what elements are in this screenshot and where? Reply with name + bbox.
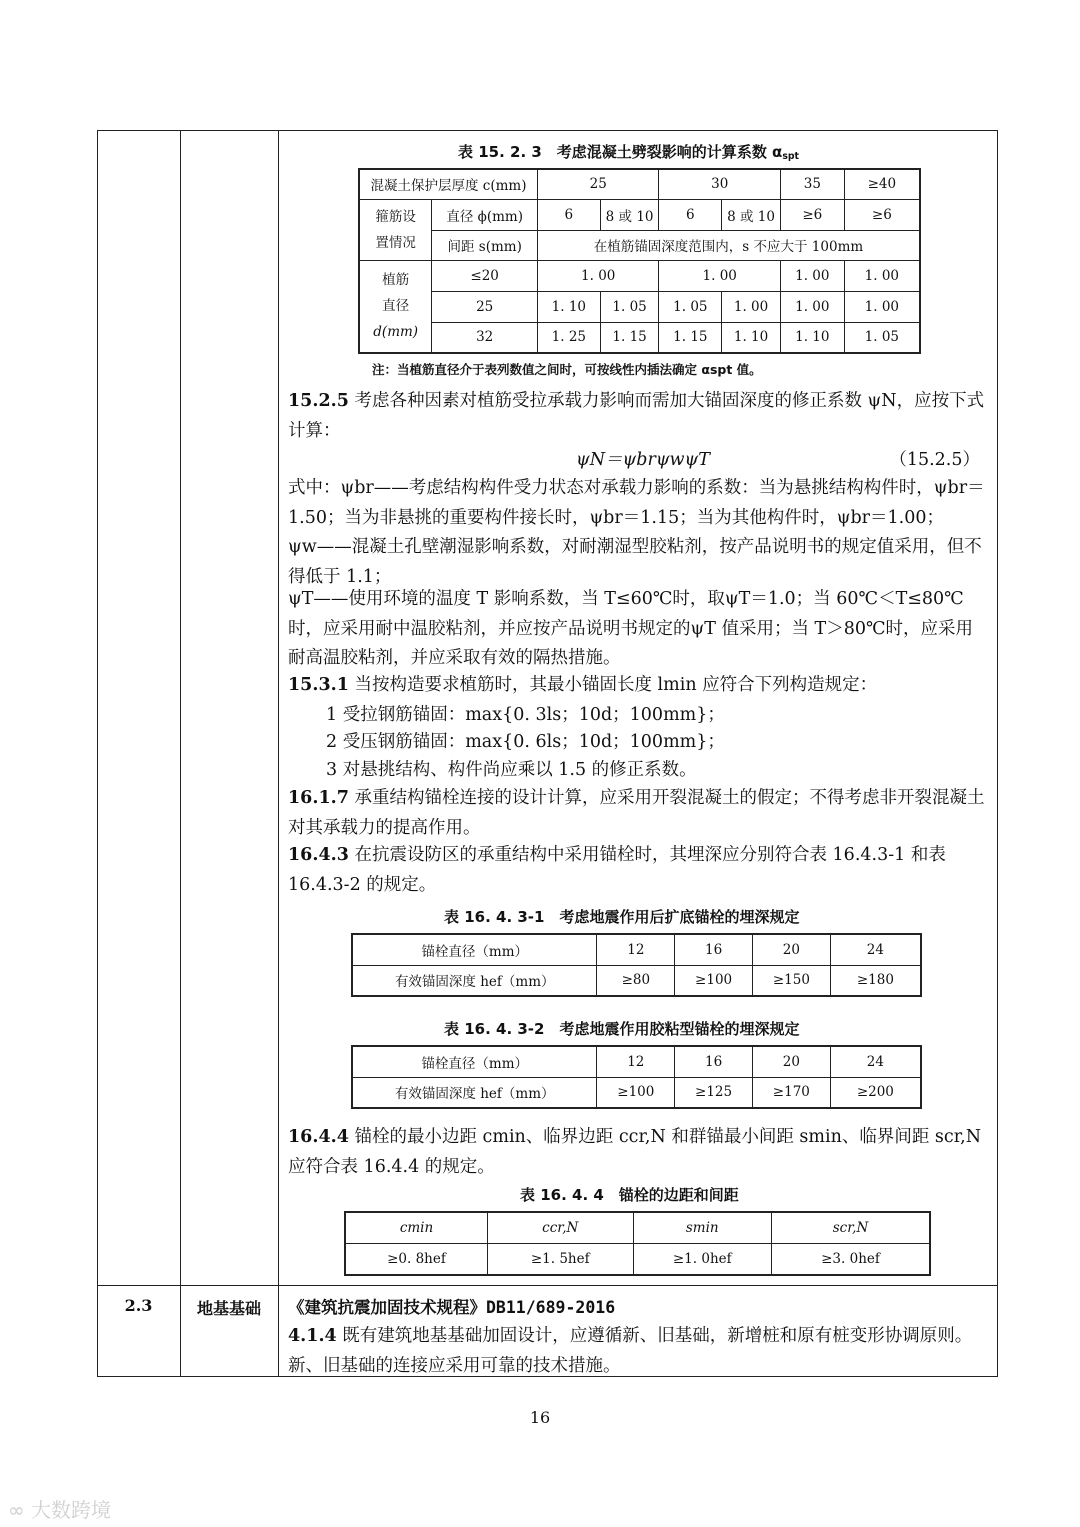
cell: 24 [830, 934, 921, 965]
table-16-4-3-2-caption: 表 16. 4. 3-2 考虑地震作用胶粘型锚栓的埋深规定 [444, 1020, 800, 1038]
cell: 1. 00 [844, 291, 920, 322]
clause-16-4-3: 16.4.3 在抗震设防区的承重结构中采用锚栓时，其埋深应分别符合表 16.4.3-1 和表 16.4.3-2 的规定。 [288, 845, 946, 895]
cell: 1. 05 [659, 291, 722, 322]
cell: smin [633, 1212, 772, 1243]
page-number: 16 [529, 1408, 551, 1427]
cell: 20 [752, 1046, 830, 1077]
list-item: 1 受拉钢筋锚固：max{0. 3ls；10d；100mm}； [326, 705, 725, 725]
cell: 25 [432, 291, 538, 322]
clause-15-3-1: 15.3.1 当按构造要求植筋时，其最小锚固长度 lmin 应符合下列构造规定： [288, 675, 878, 695]
cell: 20 [752, 934, 830, 965]
cell: 1. 10 [537, 291, 600, 322]
cell: 12 [597, 934, 675, 965]
cell: 1. 10 [722, 322, 781, 353]
row-number: 2.3 [124, 1296, 153, 1315]
table-16-4-3-2 [351, 1045, 922, 1109]
clause-15-2-5: 15.2.5 考虑各种因素对植筋受拉承载力影响而需加大锚固深度的修正系数 ψN，应按下式计算： [288, 391, 985, 441]
cell: ≥180 [830, 965, 921, 996]
table-15-2-3-caption: 表 15. 2. 3 考虑混凝土劈裂影响的计算系数 αspt [458, 143, 799, 162]
cell: 30 [659, 169, 780, 199]
cell: ≤20 [432, 260, 538, 291]
clause-15-2-5-p2: ψw——混凝土孔壁潮湿影响系数，对耐潮湿型胶粘剂，按产品说明书的规定值采用，但不得低于 1.1； [288, 537, 982, 587]
row-divider [98, 1285, 997, 1286]
cell: 1. 00 [844, 260, 920, 291]
cell: 1. 10 [780, 322, 844, 353]
cell: 8 或 10 [722, 199, 781, 230]
cell: 1. 15 [659, 322, 722, 353]
table-16-4-3-1-caption: 表 16. 4. 3-1 考虑地震作用后扩底锚栓的埋深规定 [444, 908, 800, 926]
cell: 有效锚固深度 hef（mm） [352, 965, 597, 996]
cell: ≥100 [597, 1077, 675, 1108]
clause-15-2-5-p3: ψT——使用环境的温度 T 影响系数，当 T≤60℃时，取ψT＝1.0；当 60℃＜T≤80℃时，应采用耐中温胶粘剂，并应按产品说明书规定的ψT 值采用；当 T＞80℃时，应采用耐高温胶粘剂，并应采取有效的隔热措施。 [288, 589, 974, 668]
clause-15-2-5-p1: 式中：ψbr——考虑结构构件受力状态对承载力影响的系数：当为悬挑结构构件时，ψbr＝1.50；当为非悬挑的重要构件接长时，ψbr＝1.15；当为其他构件时，ψbr＝1.00； [288, 478, 985, 528]
cover-label: 混凝土保护层厚度 c(mm) [359, 169, 537, 199]
spacing-label: 间距 s(mm) [432, 230, 538, 260]
cell: ≥3. 0hef [772, 1243, 930, 1275]
spacing-value: 在植筋锚固深度范围内，s 不应大于 100mm [537, 230, 920, 260]
watermark-icon: ∞ [8, 1498, 25, 1522]
watermark: ∞ 大数跨境 [8, 1498, 112, 1522]
cell: 24 [830, 1046, 921, 1077]
cell: ≥1. 0hef [633, 1243, 772, 1275]
cell: 6 [659, 199, 722, 230]
code-title: 《建筑抗震加固技术规程》DB11/689-2016 [288, 1298, 616, 1317]
cell: ≥40 [844, 169, 920, 199]
cell: ≥0. 8hef [345, 1243, 488, 1275]
col-divider [278, 131, 279, 1376]
cell: ≥125 [675, 1077, 753, 1108]
cell: 1. 00 [780, 291, 844, 322]
cell: 锚栓直径（mm） [352, 1046, 597, 1077]
cell: ≥80 [597, 965, 675, 996]
cell: 锚栓直径（mm） [352, 934, 597, 965]
clause-4-1-4: 4.1.4 既有建筑地基基础加固设计，应遵循新、旧基础，新增桩和原有桩变形协调原则。新、旧基础的连接应采用可靠的技术措施。 [288, 1326, 973, 1376]
table-16-4-3-1 [351, 933, 922, 997]
cell: ccr,N [488, 1212, 634, 1243]
table-16-4-4 [344, 1211, 931, 1276]
cell: 1. 25 [537, 322, 600, 353]
bar-dia-label: 植筋 直径 d(mm) [359, 260, 432, 353]
cell: 1. 00 [780, 260, 844, 291]
cell: ≥1. 5hef [488, 1243, 634, 1275]
list-item: 3 对悬挑结构、构件尚应乘以 1.5 的修正系数。 [326, 760, 697, 780]
cell: 1. 05 [844, 322, 920, 353]
cell: ≥6 [780, 199, 844, 230]
clause-16-1-7: 16.1.7 承重结构锚栓连接的设计计算，应采用开裂混凝土的假定；不得考虑非开裂混凝土对其承载力的提高作用。 [288, 788, 985, 838]
cell: ≥200 [830, 1077, 921, 1108]
cell: 32 [432, 322, 538, 353]
cell: 1. 00 [659, 260, 780, 291]
cell: 25 [537, 169, 658, 199]
cell: scr,N [772, 1212, 930, 1243]
row-category: 地基基础 [196, 1299, 261, 1318]
cell: 1. 05 [600, 291, 659, 322]
cell: ≥170 [752, 1077, 830, 1108]
clause-16-4-4: 16.4.4 锚栓的最小边距 cmin、临界边距 ccr,N 和群锚最小间距 smin、临界间距 scr,N 应符合表 16.4.4 的规定。 [288, 1127, 982, 1177]
cell: 有效锚固深度 hef（mm） [352, 1077, 597, 1108]
stirrup-label: 箍筋设 置情况 [359, 199, 432, 260]
table-16-4-4-caption: 表 16. 4. 4 锚栓的边距和间距 [520, 1186, 739, 1204]
col-divider [180, 131, 181, 1376]
cell: ≥150 [752, 965, 830, 996]
cell: 12 [597, 1046, 675, 1077]
cell: cmin [345, 1212, 488, 1243]
cell: 1. 00 [537, 260, 658, 291]
cell: ≥100 [675, 965, 753, 996]
dia-label: 直径 ϕ(mm) [432, 199, 538, 230]
cell: 16 [675, 934, 753, 965]
cell: 1. 15 [600, 322, 659, 353]
table-note: 注：当植筋直径介于表列数值之间时，可按线性内插法确定 αspt 值。 [372, 362, 762, 377]
cell: 1. 00 [722, 291, 781, 322]
list-item: 2 受压钢筋锚固：max{0. 6ls；10d；100mm}； [326, 732, 725, 752]
cell: 6 [537, 199, 600, 230]
cell: 35 [780, 169, 844, 199]
table-15-2-3 [358, 168, 921, 354]
cell: 8 或 10 [600, 199, 659, 230]
cell: ≥6 [844, 199, 920, 230]
cell: 16 [675, 1046, 753, 1077]
